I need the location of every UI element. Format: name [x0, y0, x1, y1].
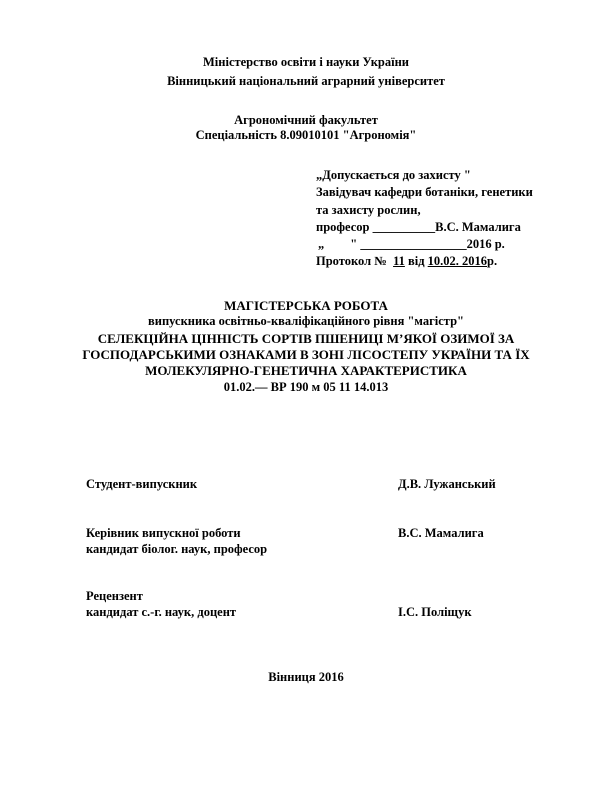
supervisor-name: В.С. Мамалига: [398, 526, 484, 540]
reviewer-degree: кандидат с.-г. наук, доцент: [86, 605, 237, 619]
signature-blank: __________: [372, 220, 436, 234]
thesis-code: 01.02.— ВР 190 м 05 11 14.013: [223, 380, 389, 394]
date-close-quote: ": [350, 237, 358, 251]
faculty-line: Агрономічний факультет: [234, 113, 378, 127]
approval-date-line: [318, 237, 505, 252]
protocol-line: [316, 254, 497, 269]
specialty-line: Спеціальність 8.09010101 "Агрономія": [195, 128, 417, 142]
admit-line: „Допускається до захисту ": [316, 168, 471, 182]
date-open-quote: „: [318, 237, 325, 251]
thesis-title-line-2: ГОСПОДАРСЬКИМИ ОЗНАКАМИ В ЗОНІ ЛІСОСТЕПУ УКРАЇНИ ТА ЇХ: [82, 347, 530, 362]
professor-line: [316, 220, 521, 235]
university-line: Вінницький національний аграрний університет: [167, 74, 445, 88]
date-blank-day: ___: [360, 237, 380, 251]
reviewer-name: І.С. Поліщук: [398, 605, 472, 619]
thesis-type: МАГІСТЕРСЬКА РОБОТА: [224, 298, 388, 313]
reviewer-label: Рецензент: [86, 589, 143, 603]
date-year: 2016 р.: [466, 237, 505, 251]
protocol-from: від: [404, 254, 428, 268]
date-blank-month: ______________: [379, 237, 467, 251]
student-name: Д.В. Лужанський: [398, 477, 496, 491]
supervisor-label: Керівник випускної роботи: [86, 526, 241, 540]
graduate-line: випускника освітньо-кваліфікаційного рівня "магістр": [148, 314, 464, 328]
supervisor-degree: кандидат біолог. наук, професор: [86, 542, 268, 556]
ministry-line: Міністерство освіти і науки України: [203, 55, 409, 69]
thesis-title-line-3: МОЛЕКУЛЯРНО-ГЕНЕТИЧНА ХАРАКТЕРИСТИКА: [145, 363, 467, 378]
professor-prefix: професор: [316, 220, 373, 234]
protocol-number: 11: [393, 254, 405, 268]
protocol-suffix: р.: [487, 254, 498, 268]
student-label: Студент-випускник: [86, 477, 198, 491]
professor-name: В.С. Мамалига: [435, 220, 521, 234]
protocol-date: 10.02. 2016: [427, 254, 488, 268]
protocol-prefix: Протокол №: [316, 254, 387, 268]
head-line-2: та захисту рослин,: [316, 203, 421, 217]
thesis-title-line-1: СЕЛЕКЦІЙНА ЦІННІСТЬ СОРТІВ ПШЕНИЦІ М’ЯКОЇ ОЗИМОЇ ЗА: [97, 331, 515, 346]
city-year: Вінниця 2016: [268, 670, 344, 684]
head-line-1: Завідувач кафедри ботаніки, генетики: [316, 185, 533, 199]
